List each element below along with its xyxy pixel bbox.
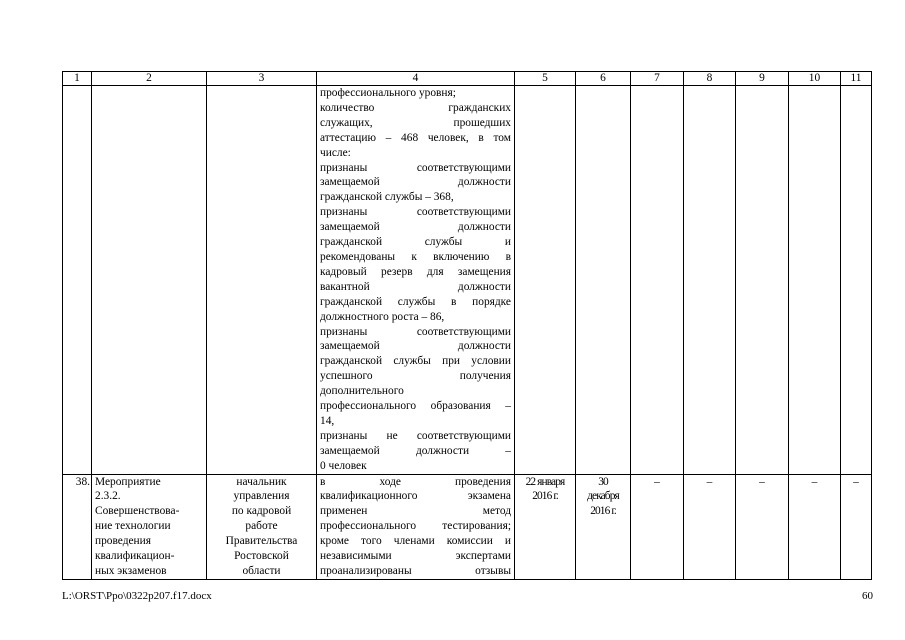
text-line: 14, bbox=[320, 414, 335, 427]
text-line: применен метод bbox=[320, 505, 511, 518]
header-cell: 3 bbox=[207, 72, 317, 86]
text-line: кадровый резерв для замещения bbox=[320, 265, 511, 278]
table-row-38 bbox=[63, 474, 872, 579]
text-line: начальник bbox=[236, 475, 287, 488]
text-line: работе bbox=[245, 520, 278, 533]
header-cell: 6 bbox=[576, 72, 631, 86]
header-cell: 5 bbox=[515, 72, 576, 86]
text-line: аттестацию – 468 человек, в том bbox=[320, 131, 511, 144]
cell-empty bbox=[631, 86, 684, 475]
cell-end-date bbox=[576, 474, 631, 579]
header-cell: 7 bbox=[631, 72, 684, 86]
text-line: дополнительного bbox=[320, 385, 404, 398]
text-line: проанализированы отзывы bbox=[320, 565, 511, 577]
text-line: гражданской службы и bbox=[320, 236, 511, 249]
text-line: по кадровой bbox=[231, 505, 292, 518]
text-line: кроме того членами комиссии и bbox=[320, 535, 511, 548]
text-line: признаны соответствующими bbox=[320, 206, 511, 219]
text-line: вакантной должности bbox=[320, 280, 511, 293]
text-line: замещаемой должности bbox=[320, 340, 511, 353]
text-line: 2016 г. bbox=[532, 490, 558, 503]
cell-empty bbox=[207, 86, 317, 475]
text-line: признаны соответствующими bbox=[320, 161, 511, 174]
header-cell: 9 bbox=[736, 72, 789, 86]
footer-file-path: L:\ORST\Ppo\0322p207.f17.docx bbox=[62, 590, 212, 602]
text-line: гражданской службы в порядке bbox=[320, 295, 511, 308]
text-line: должностного роста – 86, bbox=[320, 310, 445, 323]
text-line: 2.3.2. bbox=[95, 490, 121, 503]
row-number: 38. bbox=[63, 474, 92, 579]
text-line: Ростовской bbox=[234, 550, 289, 563]
text-line: признаны соответствующими bbox=[320, 325, 511, 338]
text-line: профессионального тестирования; bbox=[320, 520, 511, 533]
header-cell: 1 bbox=[63, 72, 92, 86]
text-line: квалификацион- bbox=[95, 550, 175, 563]
cell-empty bbox=[789, 86, 841, 475]
text-line: ных экзаменов bbox=[95, 565, 167, 577]
cell-result bbox=[317, 474, 515, 579]
text-line: гражданской службы – 368, bbox=[320, 191, 454, 204]
header-cell: 10 bbox=[789, 72, 841, 86]
text-line: декабря bbox=[587, 490, 619, 503]
text-line: области bbox=[242, 565, 281, 577]
cell-responsible bbox=[207, 474, 317, 579]
table-row-continued bbox=[63, 86, 872, 475]
cell-dash: – bbox=[631, 474, 684, 579]
text-line: служащих, прошедших bbox=[320, 116, 511, 129]
cell-empty bbox=[684, 86, 736, 475]
text-line: квалификационного экзамена bbox=[320, 490, 511, 503]
text-line: профессионального образования – bbox=[320, 400, 511, 413]
text-line: 30 bbox=[598, 475, 608, 488]
table-header-row bbox=[63, 72, 872, 86]
text-line: рекомендованы к включению в bbox=[320, 250, 511, 263]
text-line: успешного получения bbox=[320, 370, 511, 383]
cell-empty bbox=[515, 86, 576, 475]
text-line: Мероприятие bbox=[95, 475, 161, 488]
header-cell: 8 bbox=[684, 72, 736, 86]
text-line: независимыми экспертами bbox=[320, 550, 511, 563]
text-line: признаны не соответствующими bbox=[320, 429, 511, 442]
cell-dash: – bbox=[789, 474, 841, 579]
cell-empty bbox=[576, 86, 631, 475]
text-line: числе: bbox=[320, 146, 351, 159]
cell-result-continued bbox=[317, 86, 515, 475]
cell-empty bbox=[841, 86, 872, 475]
text-line: Правительства bbox=[225, 535, 298, 548]
text-line: профессионального уровня; bbox=[320, 87, 456, 99]
header-cell: 4 bbox=[317, 72, 515, 86]
cell-dash: – bbox=[841, 474, 872, 579]
cell-dash: – bbox=[684, 474, 736, 579]
text-line: замещаемой должности – bbox=[320, 444, 511, 457]
text-line: 22 января bbox=[525, 475, 565, 488]
cell-measure bbox=[92, 474, 207, 579]
text-line: 0 человек bbox=[320, 459, 367, 472]
text-line: ние технологии bbox=[95, 520, 171, 533]
cell-empty bbox=[92, 86, 207, 475]
document-table bbox=[62, 71, 872, 580]
cell-empty bbox=[736, 86, 789, 475]
text-line: Совершенствова- bbox=[95, 505, 180, 518]
text-line: гражданской службы при условии bbox=[320, 355, 511, 368]
header-cell: 2 bbox=[92, 72, 207, 86]
text-line: замещаемой должности bbox=[320, 176, 511, 189]
text-line: проведения bbox=[95, 535, 151, 548]
cell-dash: – bbox=[736, 474, 789, 579]
text-line: количество гражданских bbox=[320, 101, 511, 114]
footer-page-number: 60 bbox=[862, 590, 873, 602]
cell-empty bbox=[63, 86, 92, 475]
text-line: 2016 г. bbox=[590, 505, 616, 518]
cell-start-date bbox=[515, 474, 576, 579]
text-line: управления bbox=[233, 490, 290, 503]
text-line: в ходе проведения bbox=[320, 475, 511, 488]
header-cell: 11 bbox=[841, 72, 872, 86]
text-line: замещаемой должности bbox=[320, 221, 511, 234]
